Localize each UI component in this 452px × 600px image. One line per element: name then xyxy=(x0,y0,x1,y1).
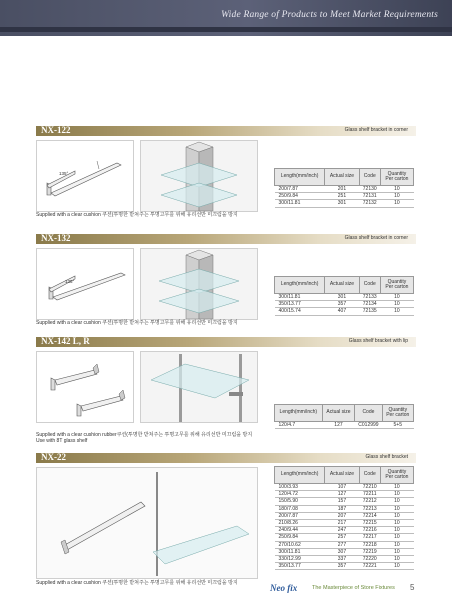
table-cell: 180/7.08 xyxy=(275,505,325,512)
note-line: Supplied with a clear cushion rubber쿠션(투명한 받쳐주는 투명고무를 위해 유리선반 미끄럼을 방지 xyxy=(36,432,253,438)
col-actual-size: Actual size xyxy=(322,405,355,422)
section-description: Glass shelf bracket with lip xyxy=(348,338,408,344)
table-cell: 250/9.84 xyxy=(275,534,325,541)
table-cell: 301 xyxy=(325,294,359,301)
brand-tagline: The Masterpiece of Store Fixtures xyxy=(312,585,395,591)
col-length: Length(mm/inch) xyxy=(275,277,325,294)
table-row xyxy=(275,534,414,541)
table-row xyxy=(275,484,414,491)
section-note xyxy=(36,580,238,586)
bracket-drawing-panel xyxy=(36,140,134,212)
table-cell: 72219 xyxy=(359,548,380,555)
col-quantity: Quantity Per carton xyxy=(380,169,413,186)
table-cell: 10 xyxy=(380,505,413,512)
section-description: Glass shelf bracket xyxy=(365,454,408,460)
section-bar-nx-132 xyxy=(36,234,416,244)
table-cell: 10 xyxy=(380,548,413,555)
table-cell: 72212 xyxy=(359,498,380,505)
table-cell: 10 xyxy=(380,556,413,563)
table-cell: 72214 xyxy=(359,512,380,519)
brand-logo: Neo fix xyxy=(270,583,298,593)
table-row xyxy=(275,548,414,555)
spec-table-nx-142 xyxy=(274,404,414,429)
section-code: NX-122 xyxy=(41,125,71,135)
display-photo-panel xyxy=(140,140,258,212)
table-cell: 127 xyxy=(322,422,355,429)
table-row xyxy=(275,556,414,563)
spec-table-nx-22 xyxy=(274,466,414,570)
table-cell: 300/11.81 xyxy=(275,200,325,207)
table-cell: 207 xyxy=(325,512,359,519)
section-note xyxy=(36,320,238,326)
table-cell: 120/4.72 xyxy=(275,491,325,498)
col-code: Code xyxy=(359,169,380,186)
spec-table-nx-122 xyxy=(274,168,414,208)
col-length: Length(mm/inch) xyxy=(275,169,325,186)
table-cell: 10 xyxy=(380,534,413,541)
section-code: NX-142 L, R xyxy=(41,336,90,346)
table-cell: 350/13.77 xyxy=(275,301,325,308)
table-cell: 210/8.26 xyxy=(275,520,325,527)
corner-display-illustration xyxy=(141,249,257,319)
table-cell: 150/5.90 xyxy=(275,498,325,505)
table-cell: 10 xyxy=(380,308,413,315)
table-row xyxy=(275,498,414,505)
table-cell: 400/15.74 xyxy=(275,308,325,315)
shelf-display-illustration xyxy=(141,352,257,422)
table-cell: 277 xyxy=(325,541,359,548)
table-cell: 330/12.99 xyxy=(275,556,325,563)
section-note xyxy=(36,212,238,218)
col-actual-size: Actual size xyxy=(325,467,359,484)
top-banner xyxy=(0,0,452,36)
col-quantity: Quantity Per carton xyxy=(380,277,413,294)
table-cell: 200/7.87 xyxy=(275,512,325,519)
note-line: Use with 8T glass shelf xyxy=(36,438,88,444)
corner-bracket-illustration xyxy=(37,249,133,319)
table-cell: 270/10.62 xyxy=(275,541,325,548)
table-row xyxy=(275,308,414,315)
table-cell: 10 xyxy=(380,186,413,193)
table-cell: 72211 xyxy=(359,491,380,498)
angle-label: 135° xyxy=(59,171,69,176)
col-code: Code xyxy=(355,405,382,422)
table-cell: 201 xyxy=(325,186,359,193)
section-code: NX-22 xyxy=(41,452,66,462)
bracket-drawing-panel xyxy=(36,351,134,423)
table-row xyxy=(275,294,414,301)
table-cell: 10 xyxy=(380,200,413,207)
shelf-bracket-illustration xyxy=(37,468,257,578)
table-cell: 10 xyxy=(380,512,413,519)
col-actual-size: Actual size xyxy=(325,169,359,186)
table-cell: 72215 xyxy=(359,520,380,527)
table-cell: 72221 xyxy=(359,563,380,570)
table-cell: 357 xyxy=(325,563,359,570)
table-cell: 72132 xyxy=(359,200,380,207)
table-cell: 247 xyxy=(325,527,359,534)
section-bar-nx-22 xyxy=(36,453,416,463)
table-cell: 10 xyxy=(380,563,413,570)
table-row xyxy=(275,301,414,308)
table-cell: 10 xyxy=(380,484,413,491)
table-cell: 337 xyxy=(325,556,359,563)
table-row xyxy=(275,527,414,534)
table-cell: 10 xyxy=(380,498,413,505)
table-cell: 407 xyxy=(325,308,359,315)
table-cell: 72133 xyxy=(359,294,380,301)
note-line: Supplied with a clear cushion 쿠션(투명한 받쳐주는 투명고무를 위해 유리선반 미끄럼을 방지 xyxy=(36,212,238,218)
col-length: Length(mm/inch) xyxy=(275,405,323,422)
table-row xyxy=(275,505,414,512)
section-code: NX-132 xyxy=(41,233,71,243)
table-cell: 72210 xyxy=(359,484,380,491)
col-length: Length(mm/inch) xyxy=(275,467,325,484)
table-cell: 72220 xyxy=(359,556,380,563)
banner-stripe xyxy=(0,27,452,32)
table-cell: 307 xyxy=(325,548,359,555)
table-row xyxy=(275,193,414,200)
table-cell: 72131 xyxy=(359,193,380,200)
table-cell: 127 xyxy=(325,491,359,498)
display-photo-panel xyxy=(140,248,258,320)
table-row xyxy=(275,200,414,207)
table-row xyxy=(275,563,414,570)
table-cell: 300/11.81 xyxy=(275,294,325,301)
table-cell: 301 xyxy=(325,200,359,207)
lip-bracket-illustration xyxy=(37,352,133,422)
table-cell: C012999 xyxy=(355,422,382,429)
table-cell: 10 xyxy=(380,541,413,548)
table-cell: 72213 xyxy=(359,505,380,512)
table-cell: 72135 xyxy=(359,308,380,315)
col-code: Code xyxy=(359,467,380,484)
table-cell: 350/13.77 xyxy=(275,563,325,570)
table-row xyxy=(275,541,414,548)
angle-label: 135° xyxy=(65,279,75,284)
table-cell: 10 xyxy=(380,193,413,200)
table-cell: 250/9.84 xyxy=(275,193,325,200)
spec-table-nx-132 xyxy=(274,276,414,316)
col-quantity: Quantity Per carton xyxy=(380,467,413,484)
table-cell: 72130 xyxy=(359,186,380,193)
table-cell: 200/7.87 xyxy=(275,186,325,193)
table-cell: 257 xyxy=(325,534,359,541)
table-row xyxy=(275,422,414,429)
table-row xyxy=(275,491,414,498)
corner-bracket-illustration xyxy=(37,141,133,211)
section-bar-nx-142 xyxy=(36,337,416,347)
table-cell: 157 xyxy=(325,498,359,505)
col-quantity: Quantity Per carton xyxy=(382,405,413,422)
section-bar-nx-122 xyxy=(36,126,416,136)
table-cell: 357 xyxy=(325,301,359,308)
table-cell: 120/4.7 xyxy=(275,422,323,429)
table-cell: 10 xyxy=(380,294,413,301)
corner-display-illustration xyxy=(141,141,257,211)
table-cell: 187 xyxy=(325,505,359,512)
table-cell: 251 xyxy=(325,193,359,200)
col-code: Code xyxy=(359,277,380,294)
bracket-drawing-panel xyxy=(36,467,258,579)
table-cell: 10 xyxy=(380,520,413,527)
note-line: Supplied with a clear cushion 쿠션(투명한 받쳐주는 투명고무를 위해 유리선반 미끄럼을 방지 xyxy=(36,580,238,586)
table-cell: 300/11.81 xyxy=(275,548,325,555)
table-cell: 10 xyxy=(380,527,413,534)
table-row xyxy=(275,512,414,519)
display-photo-panel xyxy=(140,351,258,423)
page-header-title: Wide Range of Products to Meet Market Requirements xyxy=(221,10,438,20)
table-cell: 5+5 xyxy=(382,422,413,429)
table-row xyxy=(275,186,414,193)
table-cell: 72217 xyxy=(359,534,380,541)
table-cell: 10 xyxy=(380,491,413,498)
section-note xyxy=(36,432,252,444)
note-line: Supplied with a clear cushion 쿠션(투명한 받쳐주는 투명고무를 위해 유리선반 미끄럼을 방지 xyxy=(36,320,238,326)
table-cell: 217 xyxy=(325,520,359,527)
table-cell: 107 xyxy=(325,484,359,491)
page-number: 5 xyxy=(410,583,415,592)
section-description: Glass shelf bracket in corner xyxy=(344,235,408,241)
table-cell: 72134 xyxy=(359,301,380,308)
col-actual-size: Actual size xyxy=(325,277,359,294)
table-cell: 100/3.93 xyxy=(275,484,325,491)
table-cell: 10 xyxy=(380,301,413,308)
table-row xyxy=(275,520,414,527)
table-cell: 72218 xyxy=(359,541,380,548)
table-cell: 72216 xyxy=(359,527,380,534)
section-description: Glass shelf bracket in corner xyxy=(344,127,408,133)
table-cell: 240/9.44 xyxy=(275,527,325,534)
bracket-drawing-panel xyxy=(36,248,134,320)
